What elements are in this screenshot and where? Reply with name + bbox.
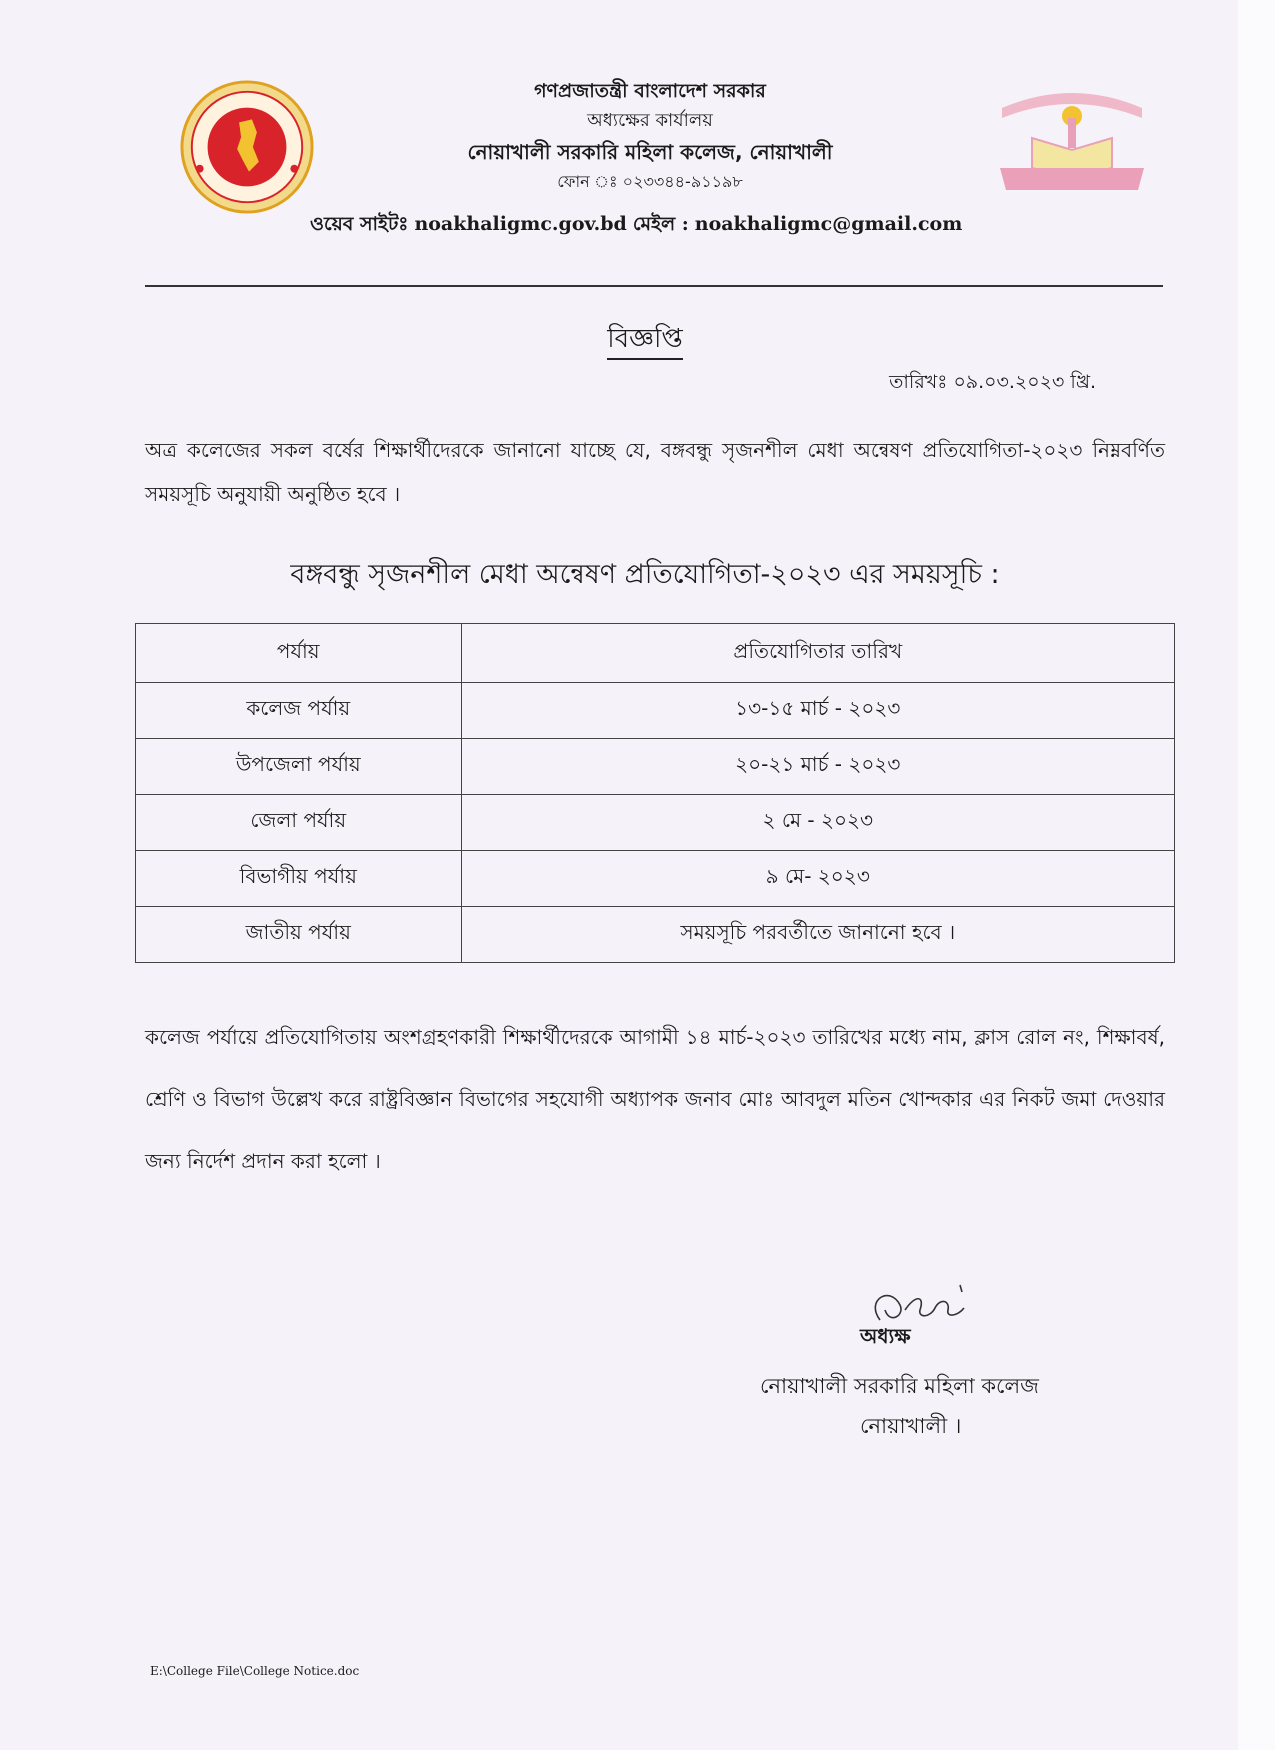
phone-number: ফোন ঃ ০২৩৩৪৪-৯১১৯৮ bbox=[557, 172, 743, 191]
date-cell: ২ মে - ২০২৩ bbox=[461, 795, 1174, 851]
government-name: গণপ্রজাতন্ত্রী বাংলাদেশ সরকার bbox=[534, 80, 766, 102]
date-cell: ৯ মে- ২০২৩ bbox=[461, 851, 1174, 907]
table-row bbox=[136, 851, 1175, 907]
page-edge bbox=[1238, 0, 1275, 1750]
stage-cell: বিভাগীয় পর্যায় bbox=[136, 851, 462, 907]
stage-cell: জেলা পর্যায় bbox=[136, 795, 462, 851]
table-header-row bbox=[136, 624, 1175, 683]
mail-link[interactable]: noakhaligmc@gmail.com bbox=[694, 213, 963, 235]
date-cell: সময়সূচি পরবর্তীতে জানানো হবে । bbox=[461, 907, 1174, 963]
government-seal-logo bbox=[178, 78, 316, 216]
notice-title-text: বিজ্ঞপ্তি bbox=[607, 324, 683, 360]
notice-date: তারিখঃ ০৯.০৩.২০২৩ খ্রি. bbox=[889, 371, 1096, 393]
schedule-table bbox=[135, 623, 1175, 963]
contact-line bbox=[310, 210, 1010, 242]
table-row bbox=[136, 907, 1175, 963]
website-label: ওয়েব সাইটঃ bbox=[310, 213, 409, 235]
office-name: অধ্যক্ষের কার্যালয় bbox=[587, 110, 713, 131]
college-emblem-logo bbox=[992, 78, 1152, 196]
date-cell: ২০-২১ মার্চ - ২০২৩ bbox=[461, 739, 1174, 795]
file-path-footer: E:\College File\College Notice.doc bbox=[150, 1664, 360, 1678]
signatory-organization: নোয়াখালী সরকারি মহিলা কলেজ bbox=[760, 1374, 1039, 1398]
stage-cell: কলেজ পর্যায় bbox=[136, 683, 462, 739]
table-row bbox=[136, 795, 1175, 851]
website-link[interactable]: noakhaligmc.gov.bd bbox=[414, 213, 627, 235]
mail-label: মেইল : bbox=[632, 213, 689, 235]
letterhead bbox=[300, 76, 1000, 196]
date-cell: ১৩-১৫ মার্চ - ২০২৩ bbox=[461, 683, 1174, 739]
column-header-stage: পর্যায় bbox=[136, 624, 462, 683]
column-header-date: প্রতিযোগিতার তারিখ bbox=[461, 624, 1174, 683]
intro-paragraph: অত্র কলেজের সকল বর্ষের শিক্ষার্থীদেরকে জানানো যাচ্ছে যে, বঙ্গবন্ধু সৃজনশীল মেধা অন্বেষণ প্রতিযোগিতা-২০২৩ নিম্নবর্ণিত সময়সূচি অনুযায়ী অনুষ্ঠিত হবে । bbox=[145, 438, 1165, 506]
signatory-role: অধ্যক্ষ bbox=[860, 1324, 911, 1348]
closing-paragraph: কলেজ পর্যায়ে প্রতিযোগিতায় অংশগ্রহণকারী শিক্ষার্থীদেরকে আগামী ১৪ মার্চ-২০২৩ তারিখের মধ্যে নাম, ক্লাস রোল নং, শিক্ষাবর্ষ, শ্রেণি ও বিভাগ উল্লেখ করে রাষ্ট্রবিজ্ঞান বিভাগের সহযোগী অধ্যাপক জনাব মোঃ আবদুল মতিন খোন্দকার এর নিকট জমা দেওয়ার জন্য নির্দেশ প্রদান করা হলো । bbox=[145, 1025, 1165, 1173]
table-row bbox=[136, 739, 1175, 795]
table-row bbox=[136, 683, 1175, 739]
college-name: নোয়াখালী সরকারি মহিলা কলেজ, নোয়াখালী bbox=[467, 140, 833, 164]
stage-cell: উপজেলা পর্যায় bbox=[136, 739, 462, 795]
schedule-heading: বঙ্গবন্ধু সৃজনশীল মেধা অন্বেষণ প্রতিযোগিতা-২০২৩ এর সময়সূচি : bbox=[290, 559, 1000, 590]
header-divider bbox=[145, 285, 1163, 287]
signatory-place: নোয়াখালী । bbox=[860, 1414, 962, 1438]
stage-cell: জাতীয় পর্যায় bbox=[136, 907, 462, 963]
notice-title bbox=[0, 318, 1275, 362]
